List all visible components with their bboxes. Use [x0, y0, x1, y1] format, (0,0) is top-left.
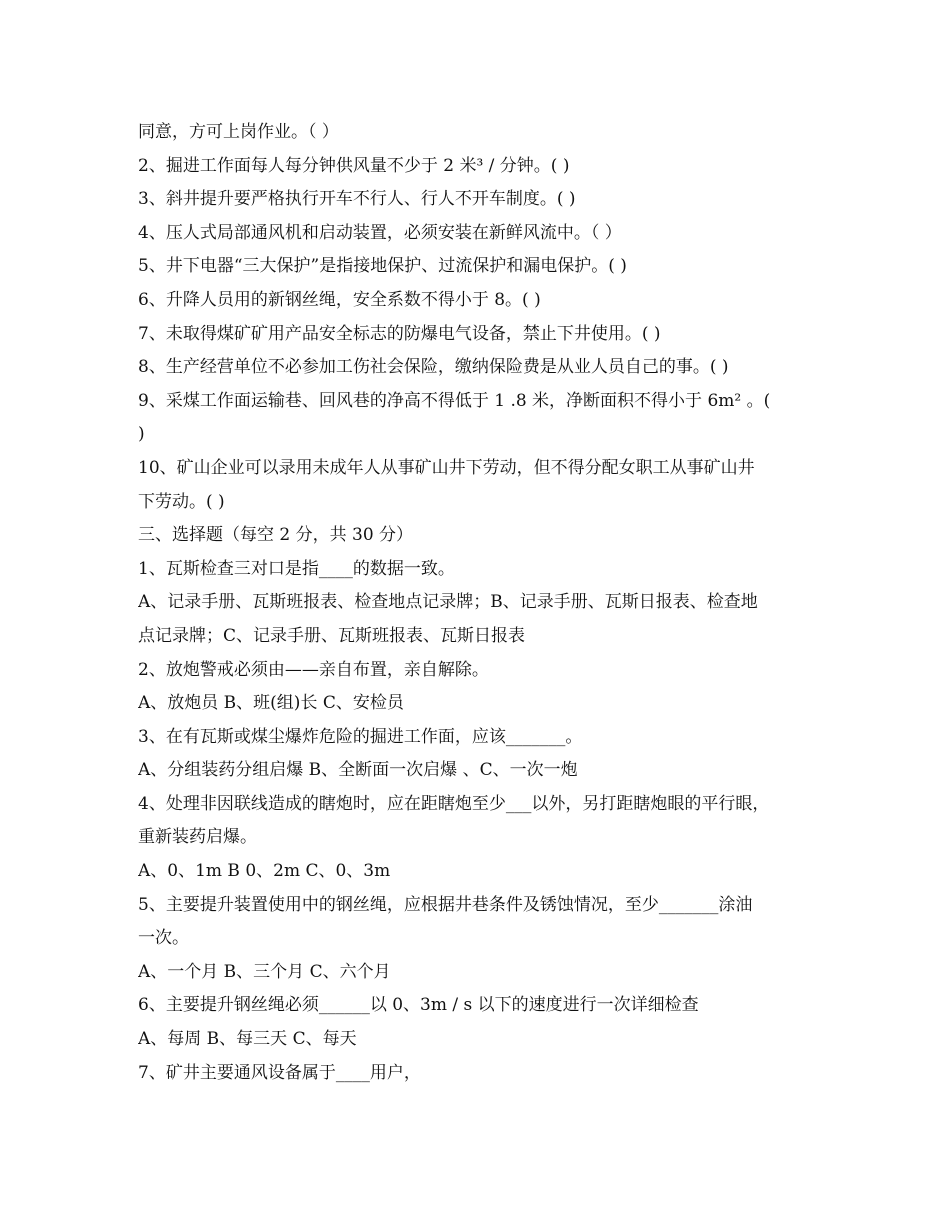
text-line: 7、未取得煤矿矿用产品安全标志的防爆电气设备，禁止下井使用。( ): [138, 323, 661, 344]
answer-options: A、分组装药分组启爆 B、全断面一次启爆 、C、一次一炮: [138, 760, 578, 781]
question-text: 1、瓦斯检查三对口是指____的数据一致。: [138, 558, 455, 579]
answer-options: A、一个月 B、三个月 C、六个月: [138, 961, 391, 982]
text-line: 6、升降人员用的新钢丝绳，安全系数不得小于 8。( ): [138, 289, 541, 310]
question-text: 6、主要提升钢丝绳必须______以 0、3m / s 以下的速度进行一次详细检查: [138, 995, 699, 1016]
text-line: ): [138, 424, 145, 445]
text-line: 5、井下电器“三大保护”是指接地保护、过流保护和漏电保护。( ): [138, 256, 627, 277]
text-line: 9、采煤工作面运输巷、回风巷的净高不得低于 1 .8 米，净断面积不得小于 6m² 。(: [138, 390, 771, 411]
question-text: 3、在有瓦斯或煤尘爆炸危险的掘进工作面，应该_______。: [138, 726, 583, 747]
text-line: 2、掘进工作面每人每分钟供风量不少于 2 米³ / 分钟。( ): [138, 155, 570, 176]
answer-options: A、每周 B、每三天 C、每天: [138, 1029, 357, 1050]
question-text: 一次。: [138, 928, 189, 949]
question-text: 2、放炮警戒必须由——亲自布置，亲自解除。: [138, 659, 489, 680]
answer-options: A、记录手册、瓦斯班报表、检查地点记录牌；B、记录手册、瓦斯日报表、检查地: [138, 592, 758, 613]
section-heading: 三、选择题（每空 2 分，共 30 分）: [138, 525, 414, 546]
question-text: 7、矿井主要通风设备属于____用户，: [138, 1062, 421, 1083]
document-body: [138, 116, 828, 1090]
text-line: 同意，方可上岗作业。（ ）: [138, 122, 339, 142]
answer-options: A、放炮员 B、班(组)长 C、安检员: [138, 693, 404, 714]
text-line: 4、压人式局部通风机和启动装置，必须安装在新鲜风流中。（ ）: [138, 222, 622, 243]
text-line: 下劳动。( ): [138, 491, 225, 512]
answer-options: 点记录牌；C、记录手册、瓦斯班报表、瓦斯日报表: [138, 625, 526, 646]
text-line: 8、生产经营单位不必参加工伤社会保险，缴纳保险费是从业人员自己的事。( ): [138, 357, 729, 378]
text-line: 10、矿山企业可以录用未成年人从事矿山井下劳动，但不得分配女职工从事矿山井: [138, 457, 755, 478]
question-text: 重新装药启爆。: [138, 827, 257, 848]
question-text: 5、主要提升装置使用中的钢丝绳，应根据井巷条件及锈蚀情况，至少_______涂油: [138, 894, 753, 915]
answer-options: A、0、1m B 0、2m C、0、3m: [138, 861, 391, 882]
text-line: 3、斜井提升要严格执行开车不行人、行人不开车制度。( ): [138, 189, 576, 210]
question-text: 4、处理非因联线造成的瞎炮时，应在距瞎炮至少___以外，另打距瞎炮眼的平行眼，: [138, 793, 770, 814]
